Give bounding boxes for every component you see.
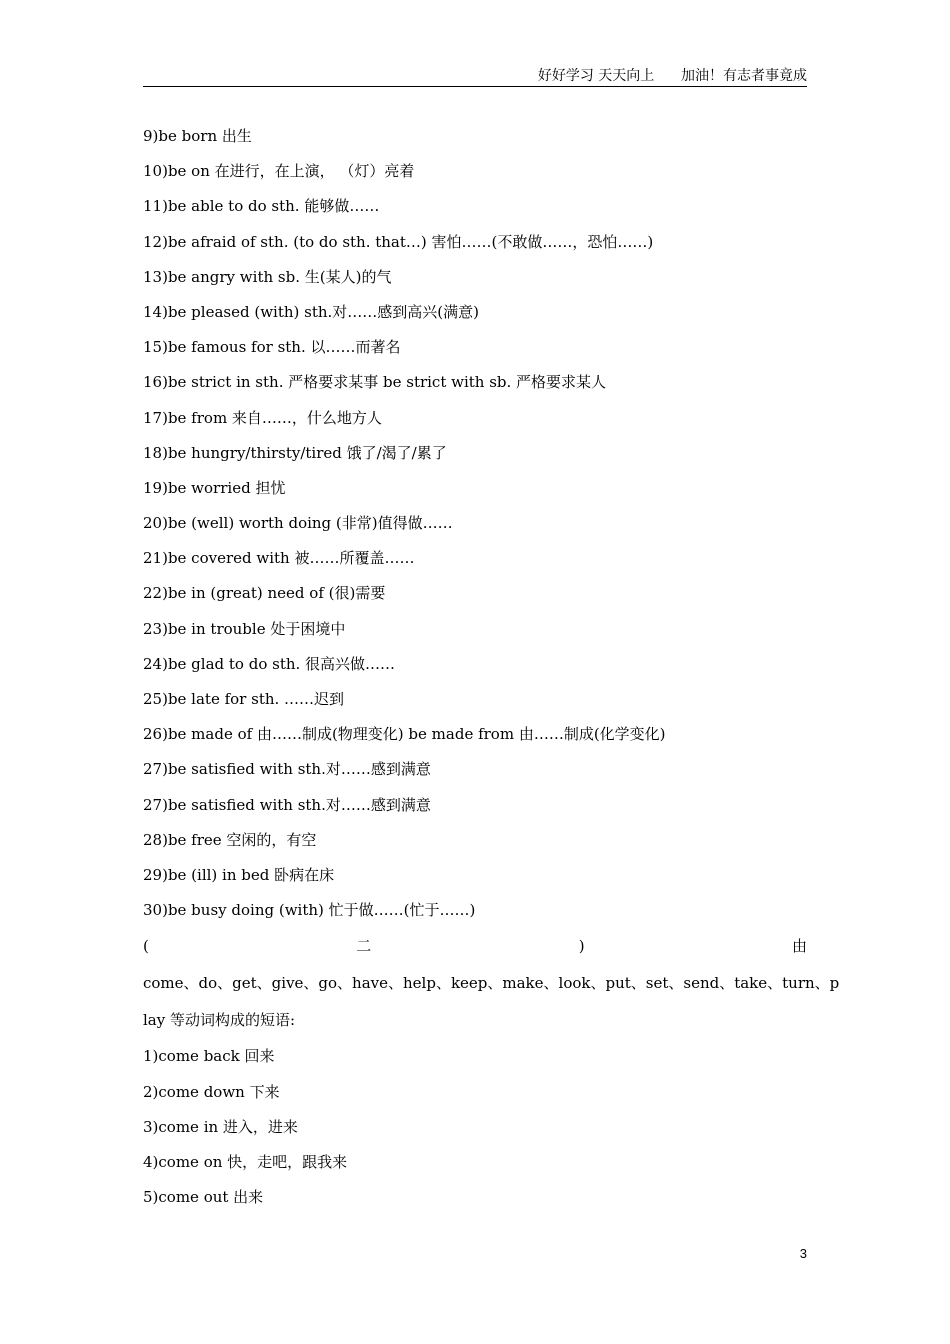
list-item: 27)be satisfied with sth.对……感到满意 (143, 795, 431, 814)
heading-number: 二 (356, 937, 372, 956)
list-item: 1)come back 回来 (143, 1047, 275, 1066)
list-item: 23)be in trouble 处于困境中 (143, 619, 346, 638)
list-item: 18)be hungry/thirsty/tired 饿了/渴了/累了 (143, 443, 447, 462)
list-item: 19)be worried 担忧 (143, 478, 286, 497)
list-item: 25)be late for sth. ……迟到 (143, 690, 345, 708)
section-verb-list-end: lay 等动词构成的短语: (143, 1011, 296, 1030)
list-item: 11)be able to do sth. 能够做…… (143, 197, 380, 216)
heading-close-paren: ) (578, 937, 585, 956)
list-item: 20)be (well) worth doing (非常)值得做…… (143, 514, 453, 533)
document-body (143, 119, 840, 1215)
list-item: 10)be on 在进行，在上演， （灯）亮着 (143, 162, 415, 181)
heading-word: 由 (791, 937, 807, 956)
list-item: 21)be covered with 被……所覆盖…… (143, 549, 415, 568)
list-item: 5)come out 出来 (143, 1188, 264, 1207)
list-item: 3)come in 进入，进来 (143, 1117, 298, 1136)
list-item: 15)be famous for sth. 以……而著名 (143, 338, 401, 357)
section-heading (143, 928, 807, 965)
list-item: 22)be in (great) need of (很)需要 (143, 584, 386, 603)
list-item: 9)be born 出生 (143, 127, 252, 145)
list-item: 29)be (ill) in bed 卧病在床 (143, 865, 335, 884)
list-item: 14)be pleased (with) sth.对……感到高兴(满意) (143, 302, 480, 321)
list-item: 2)come down 下来 (143, 1082, 280, 1101)
list-item: 30)be busy doing (with) 忙于做……(忙于……) (143, 901, 476, 920)
list-item: 28)be free 空闲的，有空 (143, 830, 317, 849)
heading-open-paren: ( (143, 937, 149, 956)
page-header: 好好学习 天天向上 加油！有志者事竟成 (537, 68, 807, 84)
list-item: 24)be glad to do sth. 很高兴做…… (143, 654, 396, 673)
list-item: 13)be angry with sb. 生(某人)的气 (143, 267, 392, 286)
page-number: 3 (799, 1246, 807, 1261)
list-item: 17)be from 来自……，什么地方人 (143, 408, 382, 427)
list-item: 27)be satisfied with sth.对……感到满意 (143, 760, 431, 779)
list-item: 12)be afraid of sth. (to do sth. that…) 害怕……(不敢做……，恐怕……) (143, 232, 654, 251)
section-verb-list: come、do、get、give、go、have、help、keep、make、look、put、set、send、take、turn、p (143, 974, 840, 993)
list-item: 16)be strict in sth. 严格要求某事 be strict with sb. 严格要求某人 (143, 373, 607, 392)
list-item: 4)come on 快，走吧，跟我来 (143, 1152, 348, 1171)
list-item: 26)be made of 由……制成(物理变化) be made from 由……制成(化学变化) (143, 725, 666, 744)
header-divider (143, 86, 807, 87)
